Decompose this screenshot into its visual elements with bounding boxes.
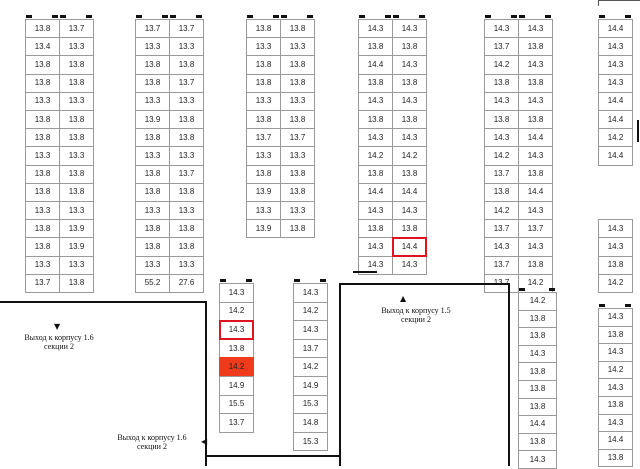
- parking-space[interactable]: 13.8: [518, 165, 553, 184]
- column-tick: [359, 15, 365, 18]
- parking-space[interactable]: 13.8: [169, 110, 204, 129]
- column-tick: [320, 279, 326, 282]
- wall-top-right-side: [598, 0, 599, 6]
- parking-space[interactable]: 13.8: [518, 310, 557, 329]
- parking-space[interactable]: 14.4: [518, 415, 557, 434]
- parking-space[interactable]: 13.8: [484, 74, 519, 93]
- column-tick: [599, 304, 605, 307]
- column-tick: [273, 15, 279, 18]
- parking-space[interactable]: 13.8: [135, 237, 170, 256]
- parking-space[interactable]: 14.3: [598, 308, 633, 327]
- parking-space[interactable]: 13.8: [246, 74, 281, 93]
- column-tick: [545, 15, 551, 18]
- parking-space[interactable]: 14.3: [598, 74, 633, 93]
- parking-space[interactable]: 13.7: [293, 339, 328, 359]
- parking-space[interactable]: 14.3: [484, 92, 519, 111]
- parking-space[interactable]: 13.8: [59, 55, 94, 74]
- parking-space[interactable]: 14.2: [358, 146, 393, 165]
- parking-space[interactable]: 13.8: [518, 110, 553, 129]
- parking-space[interactable]: 14.3: [293, 283, 328, 303]
- column-tick: [485, 15, 491, 18]
- parking-space[interactable]: 13.7: [484, 165, 519, 184]
- parking-space[interactable]: 13.7: [246, 128, 281, 147]
- parking-space[interactable]: 13.8: [598, 449, 633, 468]
- parking-space[interactable]: 13.3: [135, 201, 170, 220]
- parking-space[interactable]: 13.7: [219, 413, 254, 433]
- wall-left-horizontal: [0, 301, 205, 303]
- column-tick: [625, 304, 631, 307]
- parking-space[interactable]: 13.3: [135, 37, 170, 56]
- parking-space[interactable]: 13.8: [246, 165, 281, 184]
- parking-space[interactable]: 13.7: [135, 19, 170, 38]
- parking-space[interactable]: 13.8: [518, 74, 553, 93]
- parking-space[interactable]: 14.3: [358, 19, 393, 38]
- column-tick: [60, 15, 66, 18]
- parking-space[interactable]: 14.4: [518, 183, 553, 202]
- parking-space[interactable]: 13.8: [358, 74, 393, 93]
- exit-arrow-icon: ▲: [400, 294, 407, 303]
- column-tick: [220, 279, 226, 282]
- parking-space[interactable]: 14.3: [219, 283, 254, 303]
- parking-space[interactable]: 13.7: [25, 274, 60, 293]
- parking-space[interactable]: 13.9: [246, 183, 281, 202]
- parking-space[interactable]: 14.4: [518, 128, 553, 147]
- parking-space[interactable]: 13.8: [59, 165, 94, 184]
- parking-space[interactable]: 14.3: [598, 343, 633, 362]
- parking-space[interactable]: 13.8: [59, 74, 94, 93]
- parking-space[interactable]: 13.7: [280, 128, 315, 147]
- parking-space[interactable]: 13.8: [598, 326, 633, 345]
- column-tick: [281, 15, 287, 18]
- parking-space[interactable]: 13.3: [169, 146, 204, 165]
- parking-space[interactable]: 27.6: [169, 274, 204, 293]
- parking-space[interactable]: 14.3: [484, 19, 519, 38]
- parking-space[interactable]: 14.2: [293, 302, 328, 322]
- column-tick: [86, 15, 92, 18]
- parking-space[interactable]: 13.7: [169, 165, 204, 184]
- column-tick: [519, 15, 525, 18]
- parking-space[interactable]: 13.8: [518, 256, 553, 275]
- parking-space[interactable]: 13.3: [169, 201, 204, 220]
- wall-center-top: [339, 283, 509, 285]
- parking-space[interactable]: 13.3: [246, 92, 281, 111]
- parking-space[interactable]: 13.8: [169, 128, 204, 147]
- parking-space[interactable]: 14.3: [219, 320, 254, 340]
- parking-space[interactable]: 13.8: [25, 74, 60, 93]
- parking-space[interactable]: 13.9: [246, 219, 281, 238]
- parking-space[interactable]: 13.8: [25, 55, 60, 74]
- column-tick: [26, 15, 32, 18]
- parking-space[interactable]: 14.4: [358, 55, 393, 74]
- parking-space[interactable]: 13.8: [219, 339, 254, 359]
- parking-space[interactable]: 13.3: [280, 201, 315, 220]
- column-tick: [599, 15, 605, 18]
- parking-space[interactable]: 13.8: [135, 128, 170, 147]
- column-tick: [625, 15, 631, 18]
- parking-space[interactable]: 14.3: [598, 219, 633, 238]
- parking-space[interactable]: 14.2: [484, 55, 519, 74]
- parking-space[interactable]: 14.3: [598, 37, 633, 56]
- parking-space[interactable]: 14.3: [518, 55, 553, 74]
- parking-space[interactable]: 13.8: [280, 219, 315, 238]
- parking-space[interactable]: 13.8: [169, 219, 204, 238]
- parking-space[interactable]: 13.3: [25, 256, 60, 275]
- parking-space[interactable]: 14.2: [293, 357, 328, 377]
- parking-space[interactable]: 14.2: [484, 146, 519, 165]
- parking-space[interactable]: 13.3: [25, 201, 60, 220]
- parking-space[interactable]: 13.8: [25, 219, 60, 238]
- parking-space[interactable]: 13.8: [280, 55, 315, 74]
- parking-space[interactable]: 13.8: [358, 165, 393, 184]
- parking-space[interactable]: 14.4: [598, 146, 633, 165]
- exit-label-line1: Выход к корпусу 1.5: [381, 306, 451, 315]
- parking-space[interactable]: 13.8: [518, 362, 557, 381]
- parking-space[interactable]: 13.3: [169, 92, 204, 111]
- parking-space[interactable]: 14.2: [518, 274, 553, 293]
- parking-space[interactable]: 15.3: [293, 432, 328, 452]
- parking-space[interactable]: 14.3: [518, 201, 553, 220]
- parking-space[interactable]: 13.7: [59, 19, 94, 38]
- exit-label-line1: Выход к корпусу 1.6: [24, 333, 94, 342]
- parking-space[interactable]: 13.7: [518, 219, 553, 238]
- parking-space[interactable]: 13.8: [135, 165, 170, 184]
- parking-space[interactable]: 13.9: [59, 219, 94, 238]
- exit-arrow-icon: ◀: [201, 437, 208, 446]
- parking-space[interactable]: 13.8: [392, 74, 427, 93]
- column-tick: [294, 279, 300, 282]
- parking-space[interactable]: 14.3: [392, 128, 427, 147]
- wall-center-right-vertical: [339, 283, 341, 466]
- column-tick: [519, 288, 525, 291]
- parking-space[interactable]: 14.2: [598, 128, 633, 147]
- parking-space[interactable]: 13.7: [484, 219, 519, 238]
- parking-space[interactable]: 14.3: [598, 378, 633, 397]
- column-tick: [511, 15, 517, 18]
- parking-space[interactable]: 14.4: [392, 237, 427, 256]
- parking-space[interactable]: 13.3: [246, 201, 281, 220]
- column-tick: [549, 288, 555, 291]
- parking-space[interactable]: 13.3: [169, 256, 204, 275]
- parking-space[interactable]: 13.8: [280, 19, 315, 38]
- parking-space[interactable]: 13.3: [280, 92, 315, 111]
- parking-space[interactable]: 14.9: [219, 376, 254, 396]
- parking-space[interactable]: 13.8: [598, 256, 633, 275]
- parking-space[interactable]: 13.8: [358, 37, 393, 56]
- parking-space[interactable]: 14.3: [392, 92, 427, 111]
- parking-space[interactable]: 14.3: [518, 345, 557, 364]
- column-tick: [136, 15, 142, 18]
- wall-notch: [353, 271, 377, 273]
- parking-space[interactable]: 14.3: [518, 237, 553, 256]
- parking-space[interactable]: 14.3: [598, 414, 633, 433]
- parking-space[interactable]: 14.3: [358, 92, 393, 111]
- parking-space[interactable]: 14.2: [518, 292, 557, 311]
- column-tick: [170, 15, 176, 18]
- parking-space[interactable]: 13.8: [392, 165, 427, 184]
- parking-space[interactable]: 13.8: [246, 19, 281, 38]
- parking-space[interactable]: 13.3: [59, 256, 94, 275]
- wall-right-edge: [637, 120, 639, 142]
- parking-space[interactable]: 13.3: [25, 146, 60, 165]
- parking-space[interactable]: 14.3: [358, 256, 393, 275]
- parking-space[interactable]: 14.4: [358, 183, 393, 202]
- parking-space[interactable]: 13.8: [392, 110, 427, 129]
- parking-space[interactable]: 13.3: [59, 37, 94, 56]
- parking-space[interactable]: 14.3: [518, 146, 553, 165]
- parking-space[interactable]: 13.8: [280, 74, 315, 93]
- parking-space[interactable]: 13.8: [169, 237, 204, 256]
- parking-space[interactable]: 14.4: [598, 110, 633, 129]
- exit-label-line2: секции 2: [44, 342, 74, 352]
- parking-space[interactable]: 14.3: [598, 55, 633, 74]
- parking-space[interactable]: 13.9: [59, 237, 94, 256]
- parking-space[interactable]: 13.7: [484, 256, 519, 275]
- parking-space[interactable]: 15.3: [293, 395, 328, 415]
- parking-space[interactable]: 13.8: [246, 110, 281, 129]
- column-tick: [196, 15, 202, 18]
- parking-space[interactable]: 13.9: [135, 110, 170, 129]
- parking-space[interactable]: 13.8: [280, 165, 315, 184]
- column-tick: [162, 15, 168, 18]
- parking-space[interactable]: 13.8: [598, 396, 633, 415]
- parking-space[interactable]: 13.8: [484, 183, 519, 202]
- parking-space[interactable]: 14.4: [598, 92, 633, 111]
- parking-space[interactable]: 13.8: [280, 110, 315, 129]
- parking-space[interactable]: 14.3: [518, 19, 553, 38]
- wall-bottom: [205, 455, 339, 457]
- parking-space[interactable]: 14.4: [598, 431, 633, 450]
- parking-space[interactable]: 14.3: [484, 128, 519, 147]
- parking-space[interactable]: 13.8: [59, 128, 94, 147]
- parking-space[interactable]: 13.8: [135, 55, 170, 74]
- parking-space[interactable]: 13.8: [169, 183, 204, 202]
- parking-space[interactable]: 13.3: [169, 37, 204, 56]
- parking-space[interactable]: 14.8: [293, 413, 328, 433]
- parking-space[interactable]: 14.3: [358, 201, 393, 220]
- column-tick: [246, 279, 252, 282]
- parking-space[interactable]: 13.8: [59, 183, 94, 202]
- parking-space[interactable]: 13.3: [135, 146, 170, 165]
- parking-space[interactable]: 14.3: [518, 92, 553, 111]
- column-tick: [52, 15, 58, 18]
- parking-space[interactable]: 13.8: [25, 237, 60, 256]
- wall-top-right: [598, 0, 640, 1]
- parking-space[interactable]: 13.8: [25, 165, 60, 184]
- parking-space[interactable]: 13.3: [280, 37, 315, 56]
- parking-space[interactable]: 14.3: [518, 450, 557, 469]
- exit-label-1-5: [368, 306, 464, 324]
- parking-space[interactable]: 14.2: [392, 146, 427, 165]
- exit-label-line1: Выход к корпусу 1.6: [117, 433, 187, 442]
- parking-space[interactable]: 14.3: [293, 320, 328, 340]
- parking-space[interactable]: 13.7: [169, 19, 204, 38]
- exit-label-line2: секции 2: [401, 315, 431, 325]
- parking-space[interactable]: 55.2: [135, 274, 170, 293]
- column-tick: [307, 15, 313, 18]
- parking-space[interactable]: 14.3: [598, 237, 633, 256]
- parking-space[interactable]: 13.8: [25, 110, 60, 129]
- parking-space[interactable]: 13.8: [135, 74, 170, 93]
- exit-arrow-icon: ▼: [54, 322, 61, 331]
- column-tick: [393, 15, 399, 18]
- column-tick: [385, 15, 391, 18]
- parking-space[interactable]: 13.8: [518, 37, 553, 56]
- parking-space[interactable]: 13.8: [392, 37, 427, 56]
- parking-space[interactable]: 13.8: [518, 398, 557, 417]
- parking-space[interactable]: 13.8: [518, 380, 557, 399]
- parking-space[interactable]: 14.2: [598, 274, 633, 293]
- wall-right-vertical: [508, 283, 510, 466]
- parking-space[interactable]: 13.8: [358, 219, 393, 238]
- exit-label-line2: секции 2: [137, 442, 167, 452]
- parking-space[interactable]: 13.8: [135, 219, 170, 238]
- parking-space[interactable]: 14.2: [219, 302, 254, 322]
- column-tick: [419, 15, 425, 18]
- parking-space[interactable]: 13.3: [246, 37, 281, 56]
- parking-space[interactable]: 13.3: [135, 256, 170, 275]
- exit-label-1-6-top: [14, 333, 104, 351]
- parking-space[interactable]: 14.3: [392, 256, 427, 275]
- parking-space[interactable]: 13.8: [59, 110, 94, 129]
- parking-space[interactable]: 13.8: [392, 219, 427, 238]
- parking-space[interactable]: 14.3: [392, 55, 427, 74]
- parking-space[interactable]: 13.8: [484, 110, 519, 129]
- parking-space[interactable]: 13.3: [135, 92, 170, 111]
- parking-space[interactable]: 14.9: [293, 376, 328, 396]
- exit-label-1-6-bottom: [104, 433, 200, 451]
- parking-space[interactable]: 13.3: [59, 146, 94, 165]
- parking-space[interactable]: 13.8: [25, 19, 60, 38]
- parking-space[interactable]: 14.3: [392, 201, 427, 220]
- parking-space[interactable]: 13.8: [169, 55, 204, 74]
- parking-space[interactable]: 14.2: [219, 357, 254, 377]
- parking-space[interactable]: 13.7: [169, 74, 204, 93]
- parking-space[interactable]: 14.4: [598, 19, 633, 38]
- column-tick: [247, 15, 253, 18]
- parking-space[interactable]: 14.2: [484, 201, 519, 220]
- parking-space[interactable]: 13.4: [25, 37, 60, 56]
- parking-space[interactable]: 13.3: [246, 146, 281, 165]
- parking-space[interactable]: 13.3: [59, 201, 94, 220]
- parking-space[interactable]: 15.5: [219, 395, 254, 415]
- parking-space[interactable]: 13.3: [59, 92, 94, 111]
- parking-space[interactable]: 13.8: [518, 327, 557, 346]
- parking-space[interactable]: 13.3: [280, 146, 315, 165]
- parking-space[interactable]: 13.7: [484, 37, 519, 56]
- parking-space[interactable]: 13.8: [246, 55, 281, 74]
- parking-space[interactable]: 13.8: [25, 183, 60, 202]
- parking-space[interactable]: 14.3: [358, 237, 393, 256]
- parking-space[interactable]: 14.2: [598, 361, 633, 380]
- parking-space[interactable]: 13.8: [135, 183, 170, 202]
- parking-space[interactable]: 14.3: [392, 19, 427, 38]
- parking-space[interactable]: 13.3: [25, 92, 60, 111]
- parking-space[interactable]: 14.3: [484, 237, 519, 256]
- parking-space[interactable]: 13.8: [280, 183, 315, 202]
- parking-space[interactable]: 13.8: [358, 110, 393, 129]
- parking-space[interactable]: 13.8: [59, 274, 94, 293]
- parking-space[interactable]: 14.4: [392, 183, 427, 202]
- parking-space[interactable]: 14.3: [358, 128, 393, 147]
- parking-space[interactable]: 13.8: [25, 128, 60, 147]
- parking-space[interactable]: 13.8: [518, 433, 557, 452]
